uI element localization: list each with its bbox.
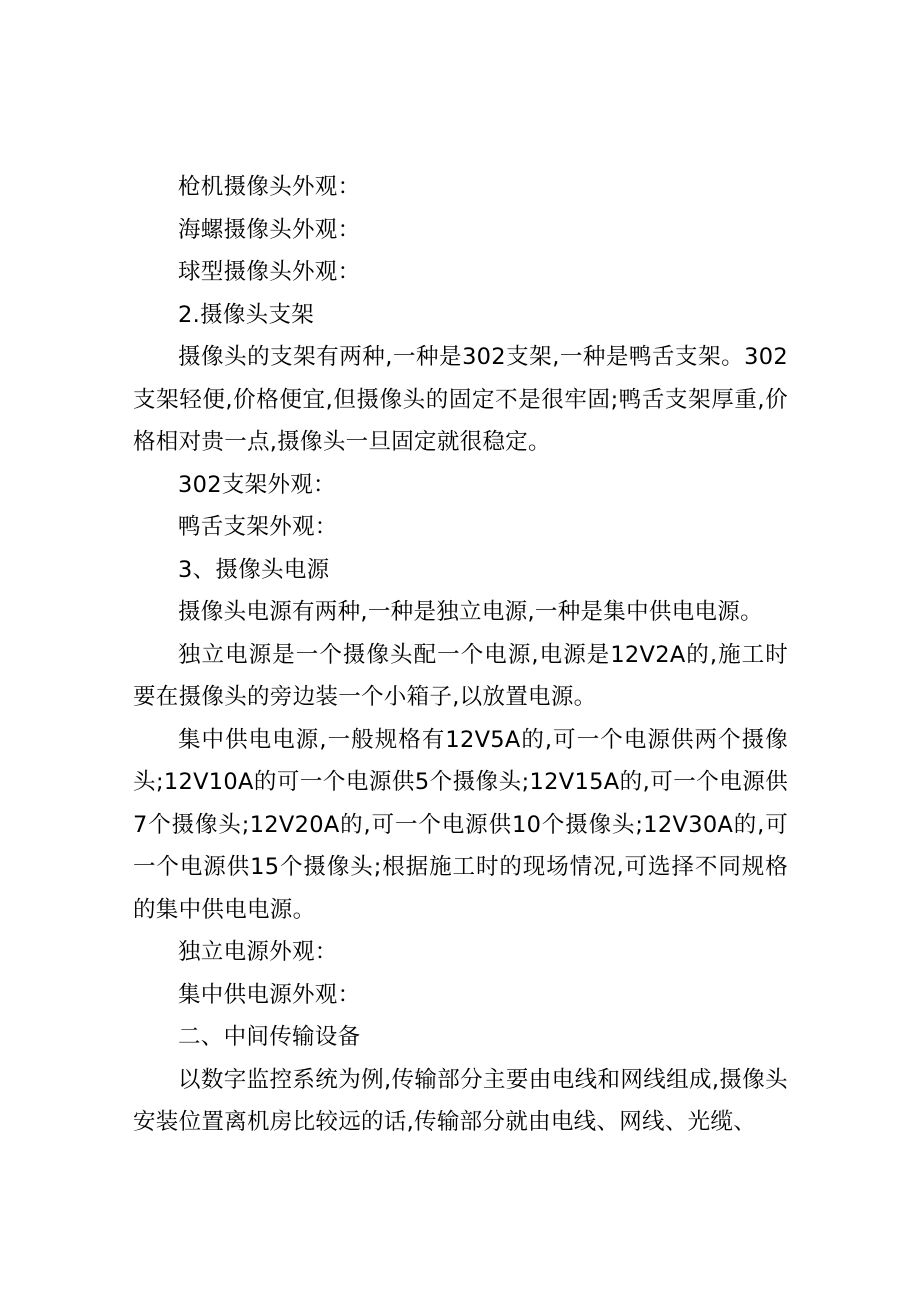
heading-transmission-equipment: 二、中间传输设备 xyxy=(178,1024,361,1050)
paragraph-centralized-power: 集中供电电源,一般规格有12V5A的,可一个电源供两个摄像头;12V10A的可一个电源供5个摄像头;12V15A的,可一个电源供7个摄像头;12V20A的,可一个电源供10个摄像头;12V30A的,可一个电源供15个摄像头;根据施工时的现场情况,可选择不同规格的集中供电电源。 xyxy=(133,726,788,923)
paragraph-power-types: 摄像头电源有两种,一种是独立电源,一种是集中供电电源。 xyxy=(178,599,763,625)
paragraph-302-bracket-appearance: 302支架外观： xyxy=(178,471,336,498)
document-body xyxy=(133,166,788,1144)
paragraph-transmission-description: 以数字监控系统为例,传输部分主要由电线和网线组成,摄像头安装位置离机房比较远的话,传输部分就由电线、网线、光缆、 xyxy=(133,1066,788,1135)
paragraph-centralized-power-appearance: 集中供电源外观： xyxy=(178,981,361,1008)
paragraph-ball-camera-appearance: 球型摄像头外观： xyxy=(178,259,361,285)
paragraph-bracket-types: 摄像头的支架有两种,一种是302支架,一种是鸭舌支架。302支架轻便,价格便宜,但摄像头的固定不是很牢固;鸭舌支架厚重,价格相对贵一点,摄像头一旦固定就很稳定。 xyxy=(133,344,788,455)
paragraph-independent-power: 独立电源是一个摄像头配一个电源,电源是12V2A的,施工时要在摄像头的旁边装一个小箱子,以放置电源。 xyxy=(133,641,788,710)
heading-camera-bracket: 2.摄像头支架 xyxy=(178,301,315,328)
heading-camera-power: 3、摄像头电源 xyxy=(178,556,330,583)
paragraph-independent-power-appearance: 独立电源外观： xyxy=(178,939,338,965)
paragraph-dome-camera-appearance: 海螺摄像头外观： xyxy=(178,216,361,243)
paragraph-bullet-camera-appearance: 枪机摄像头外观： xyxy=(178,174,361,200)
paragraph-duckbill-bracket-appearance: 鸭舌支架外观： xyxy=(178,514,338,540)
